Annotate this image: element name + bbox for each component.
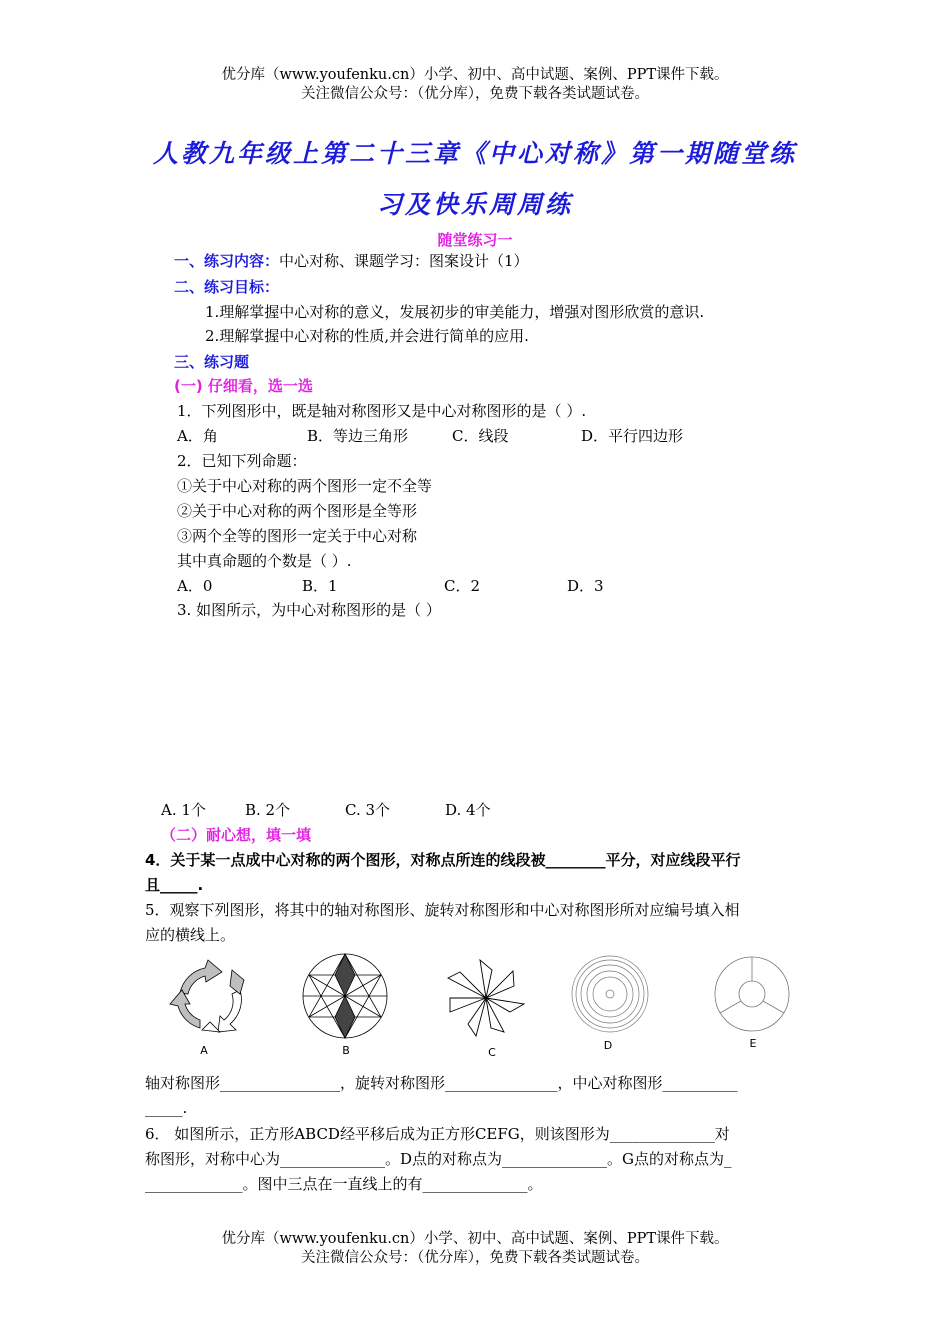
figure-label-d: D (603, 1039, 613, 1052)
q4-line-2: 且_____. (145, 876, 204, 894)
q3-stem: 3. 如图所示，为中心对称图形的是（ ） (177, 601, 441, 619)
q3-option-a: A. 1个 (161, 801, 206, 819)
figure-label-c: C (488, 1046, 496, 1059)
q2-ask: 其中真命题的个数是（ ）. (177, 552, 352, 570)
q5-answer-line-2: _____. (145, 1099, 188, 1117)
q3-option-c: C. 3个 (345, 801, 391, 819)
figure-b-star-circle (303, 954, 387, 1038)
figure-c-pinwheel (448, 960, 524, 1036)
section-goals-label: 二、练习目标： (174, 278, 280, 296)
figure-d-concentric-circles (572, 956, 648, 1032)
part-1-label: (一) 仔细看，选一选 (174, 377, 313, 395)
q2-option-d: D．3 (567, 577, 604, 595)
q3-option-d: D. 4个 (445, 801, 491, 819)
figure-label-e: E (749, 1037, 757, 1050)
q5-answer-line-1: 轴对称图形________________，旋转对称图形_______________，中心对称图形__________ (145, 1074, 738, 1092)
q2-option-a: A．0 (177, 577, 213, 595)
figure-label-b: B (342, 1044, 350, 1057)
q1-option-b: B．等边三角形 (307, 427, 409, 445)
q6-line-2: 称图形，对称中心为______________。D点的对称点为______________。G点的对称点为_ (145, 1150, 732, 1168)
q2-option-c: C．2 (444, 577, 481, 595)
section-content (174, 251, 529, 271)
section-content-label: 一、练习内容： (174, 252, 280, 270)
q2-proposition-3: ③两个全等的图形一定关于中心对称 (177, 527, 418, 545)
section-content-text: 中心对称、课题学习：图案设计（1） (279, 252, 529, 270)
part-2-label: （二）耐心想，填一填 (161, 826, 312, 844)
q1-option-c: C．线段 (452, 427, 509, 445)
q2-stem: 2．已知下列命题： (177, 452, 307, 470)
q5-line-1: 5．观察下列图形，将其中的轴对称图形、旋转对称图形和中心对称图形所对应编号填入相 (145, 901, 740, 919)
q2-proposition-1: ①关于中心对称的两个图形一定不全等 (177, 477, 433, 495)
q6-line-3: _____________。图中三点在一直线上的有______________。 (145, 1175, 543, 1193)
q1-stem: 1．下列图形中，既是轴对称图形又是中心对称图形的是（ ）. (177, 402, 587, 420)
q6-line-1: 6． 如图所示，正方形ABCD经平移后成为正方形CEFG，则该图形为______________对 (145, 1125, 730, 1143)
figure-a-recycle-arrows (170, 960, 244, 1032)
q1-option-a: A．角 (177, 427, 218, 445)
footer-line-2: 关注微信公众号：（优分库），免费下载各类试题试卷。 (301, 1250, 649, 1266)
section-exercises-label: 三、练习题 (174, 353, 250, 371)
figure-e-circle-spokes (715, 957, 789, 1031)
goal-1: 1.理解掌握中心对称的意义，发展初步的审美能力，增强对图形欣赏的意识. (205, 303, 705, 321)
header-line-2: 关注微信公众号：（优分库），免费下载各类试题试卷。 (301, 86, 649, 102)
q2-proposition-2: ②关于中心对称的两个图形是全等形 (177, 502, 418, 520)
figure-label-a: A (200, 1044, 208, 1057)
page-title-line-1: 人教九年级上第二十三章《中心对称》第一期随堂练 (152, 139, 797, 168)
q1-option-d: D．平行四边形 (581, 427, 684, 445)
q2-option-b: B．1 (302, 577, 338, 595)
q3-option-b: B. 2个 (245, 801, 291, 819)
section-subtitle: 随堂练习一 (437, 231, 513, 249)
header-line-1: 优分库（www.youfenku.cn）小学、初中、高中试题、案例、PPT课件下载。 (221, 67, 729, 83)
page-title-line-2: 习及快乐周周练 (376, 190, 573, 219)
q4-line-1: 4．关于某一点成中心对称的两个图形，对称点所连的线段被________平分，对应线段平行 (145, 851, 741, 869)
goal-2: 2.理解掌握中心对称的性质,并会进行简单的应用. (205, 327, 529, 345)
q5-line-2: 应的横线上。 (145, 926, 236, 944)
footer-line-1: 优分库（www.youfenku.cn）小学、初中、高中试题、案例、PPT课件下载。 (221, 1231, 729, 1247)
